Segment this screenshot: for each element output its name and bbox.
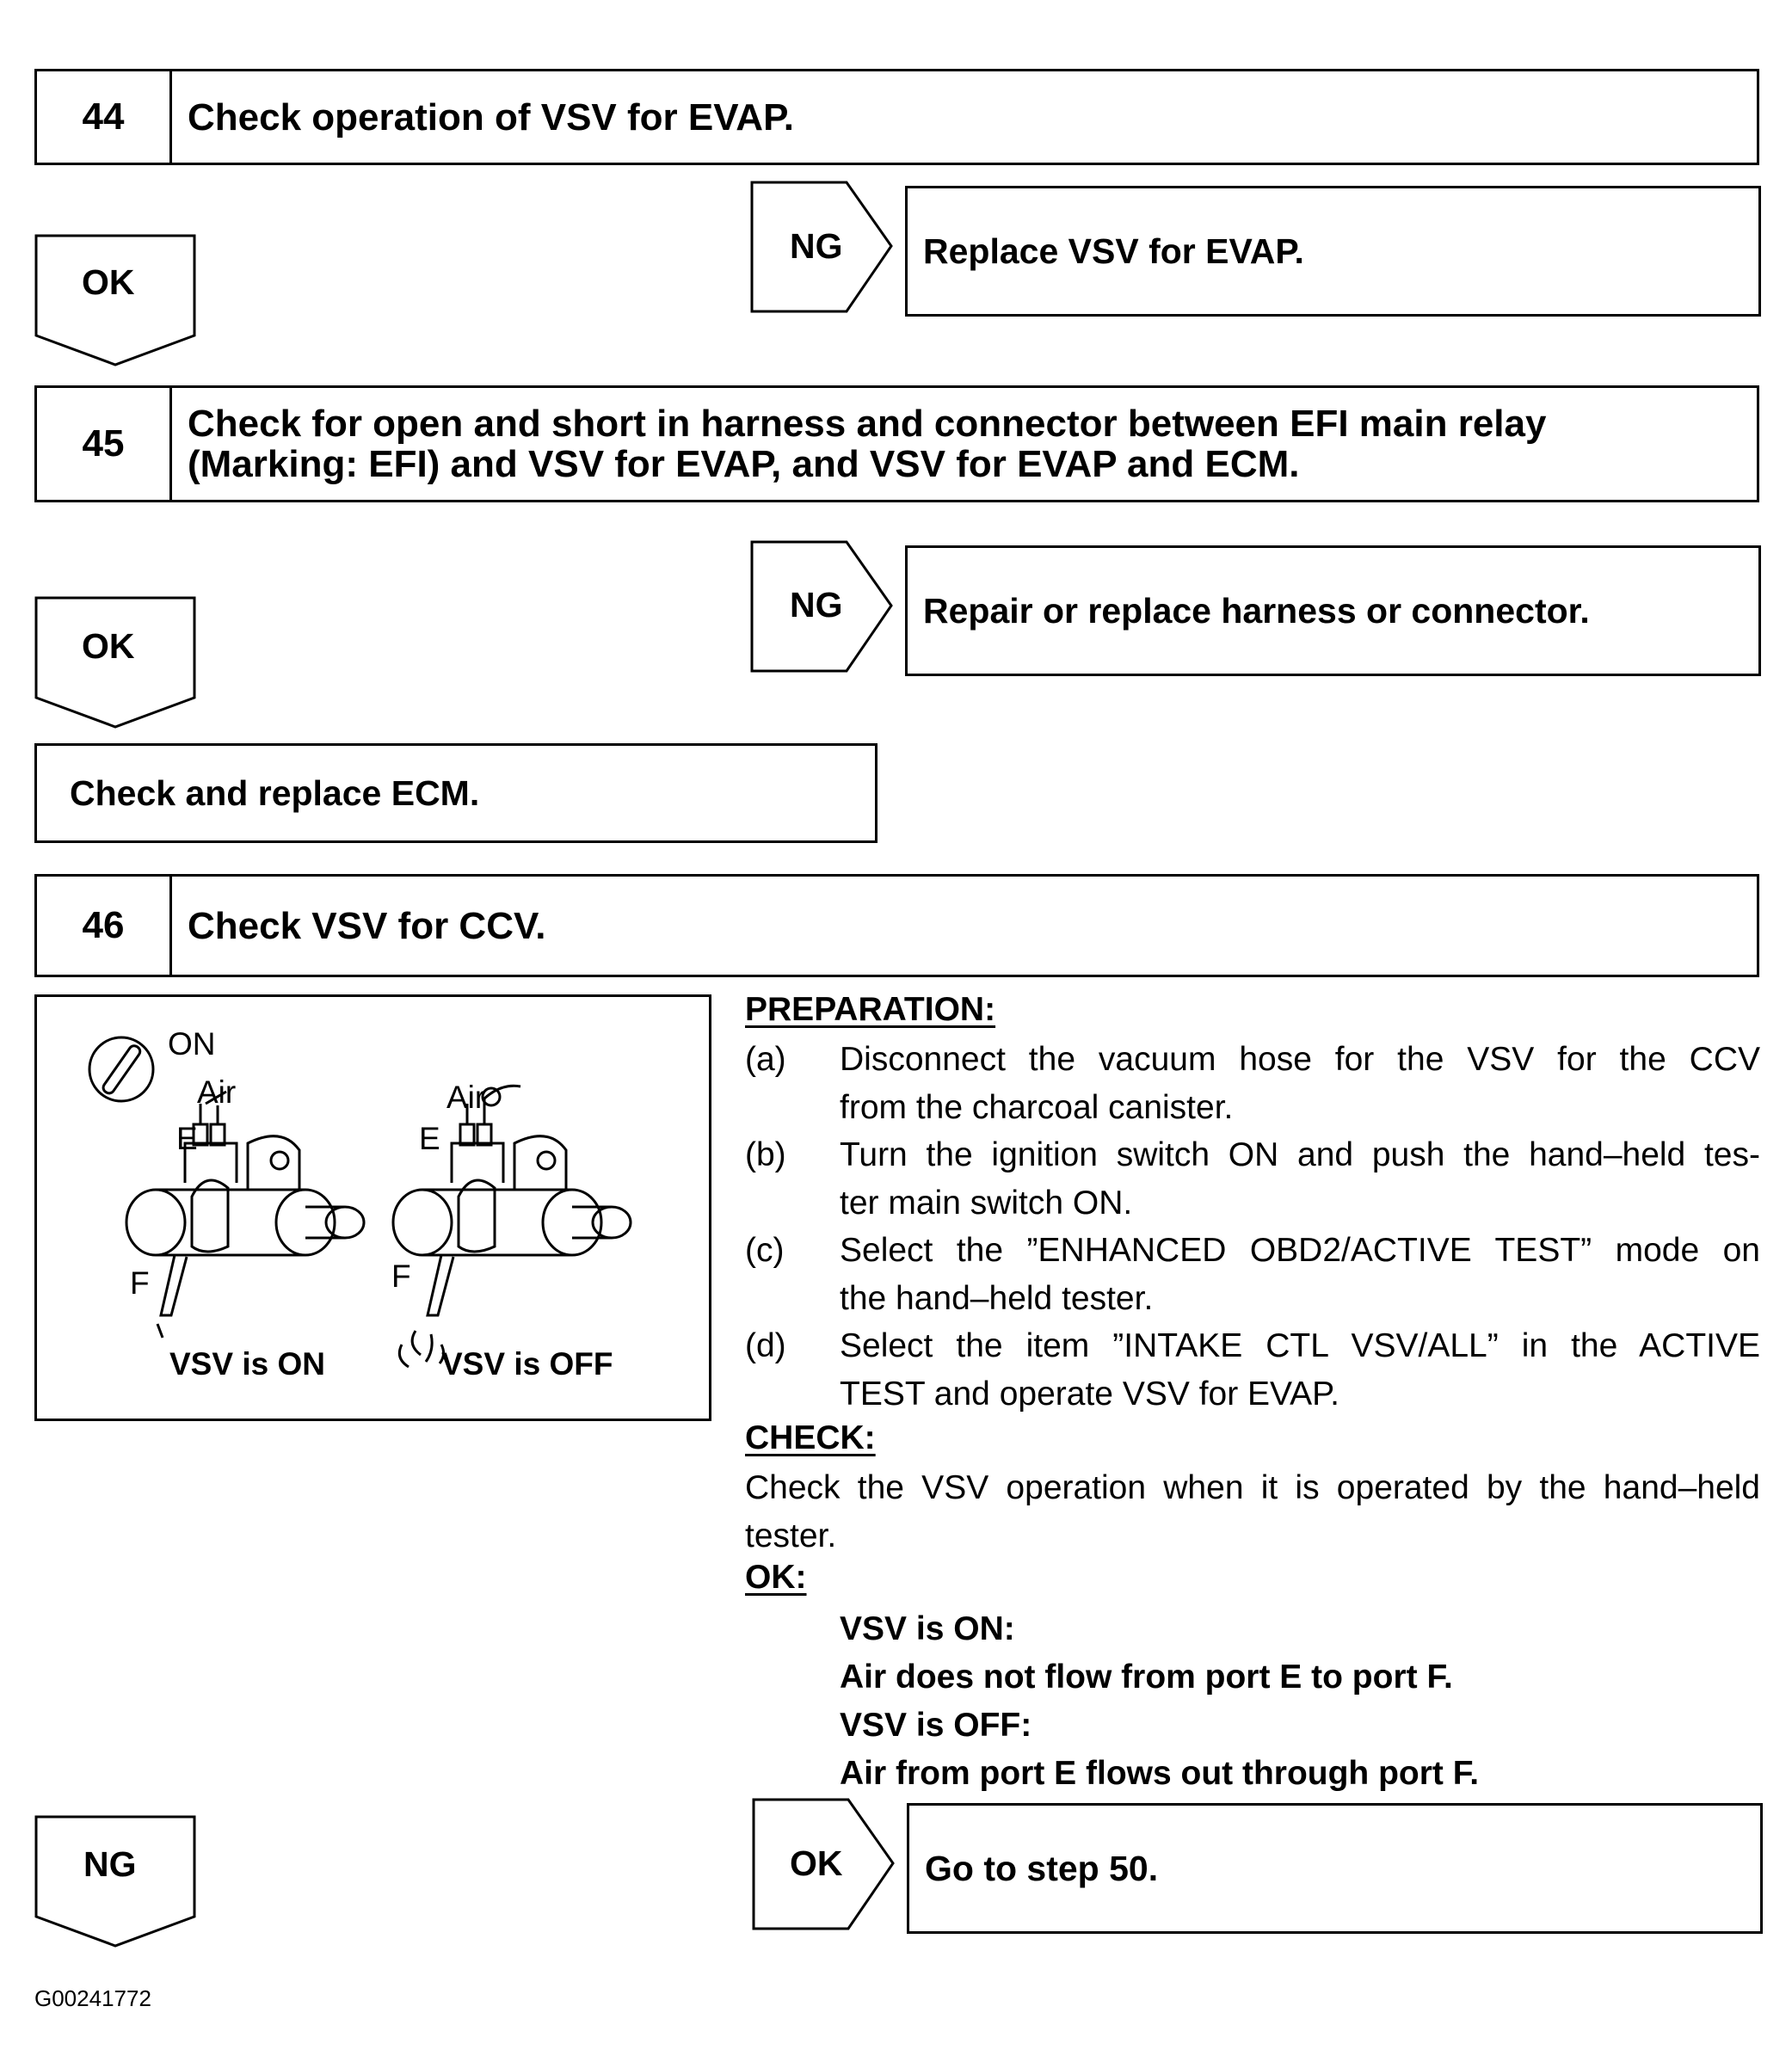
prep-item-c-label: (c) bbox=[745, 1232, 785, 1269]
prep-item-c bbox=[745, 1227, 1760, 1323]
prep-item-d-label: (d) bbox=[745, 1327, 786, 1364]
step-46-ok-result: Go to step 50. bbox=[907, 1803, 1763, 1934]
switch-on-label: ON bbox=[168, 1026, 216, 1062]
check-text bbox=[745, 1464, 1760, 1560]
step-46-number: 46 bbox=[34, 874, 172, 977]
step-45-title-line1: Check for open and short in harness and connector between EFI main relay bbox=[188, 403, 1547, 445]
prep-item-a bbox=[745, 1036, 1760, 1132]
ok-line-4: Air from port E flows out through port F. bbox=[840, 1755, 1480, 1792]
air-label-off: Air bbox=[446, 1080, 486, 1115]
ng-arrow-45-label: NG bbox=[790, 585, 843, 625]
step-46-title: Check VSV for CCV. bbox=[169, 874, 1759, 977]
step-45-ng-result: Repair or replace harness or connector. bbox=[905, 545, 1761, 676]
prep-item-b-label: (b) bbox=[745, 1136, 786, 1173]
step-45-number: 45 bbox=[34, 385, 172, 502]
prep-item-d-line2: TEST and operate VSV for EVAP. bbox=[840, 1376, 1340, 1413]
ng-arrow-44-label: NG bbox=[790, 226, 843, 266]
ok-heading: OK: bbox=[745, 1559, 807, 1596]
step-44-number: 44 bbox=[34, 69, 172, 165]
port-f-on: F bbox=[130, 1265, 150, 1301]
port-f-off: F bbox=[391, 1259, 411, 1294]
vsv-figure bbox=[34, 994, 711, 1421]
check-heading: CHECK: bbox=[745, 1419, 876, 1456]
prep-item-a-line2: from the charcoal canister. bbox=[840, 1089, 1234, 1126]
ng-arrow-46-label: NG bbox=[83, 1844, 137, 1884]
step-44-title: Check operation of VSV for EVAP. bbox=[169, 69, 1759, 165]
step-44-ng-result: Replace VSV for EVAP. bbox=[905, 186, 1761, 317]
prep-item-c-line1: Select the ”ENHANCED OBD2/ACTIVE TEST” mode on bbox=[840, 1232, 1760, 1269]
prep-item-b bbox=[745, 1131, 1760, 1228]
step-45-title-line2: (Marking: EFI) and VSV for EVAP, and VSV for EVAP and ECM. bbox=[188, 443, 1300, 485]
prep-item-c-line2: the hand–held tester. bbox=[840, 1280, 1154, 1317]
preparation-heading: PREPARATION: bbox=[745, 991, 996, 1028]
figure-id: G00241772 bbox=[34, 1985, 151, 2011]
prep-item-a-label: (a) bbox=[745, 1041, 786, 1078]
port-e-on: E bbox=[176, 1121, 198, 1156]
step-45-ok-result: Check and replace ECM. bbox=[34, 743, 878, 843]
check-line2: tester. bbox=[745, 1517, 837, 1554]
ok-arrow-44-label: OK bbox=[82, 262, 135, 302]
check-line1: Check the VSV operation when it is operated by the hand–held bbox=[745, 1469, 1760, 1506]
ignition-switch-icon bbox=[89, 1037, 153, 1101]
ok-line-1: VSV is ON: bbox=[840, 1610, 1015, 1647]
ok-criteria bbox=[840, 1605, 1479, 1798]
ok-line-3: VSV is OFF: bbox=[840, 1707, 1032, 1744]
prep-item-d bbox=[745, 1322, 1760, 1419]
ok-arrow-46-label: OK bbox=[790, 1843, 843, 1883]
prep-item-b-line1: Turn the ignition switch ON and push the hand–held tes- bbox=[840, 1136, 1760, 1173]
step-45-title bbox=[169, 385, 1759, 502]
ok-line-2: Air does not flow from port E to port F. bbox=[840, 1659, 1453, 1696]
caption-vsv-off: VSV is OFF bbox=[441, 1346, 613, 1382]
air-label-on: Air bbox=[197, 1074, 237, 1110]
caption-vsv-on: VSV is ON bbox=[169, 1346, 325, 1382]
vsv-on-drawing bbox=[126, 1092, 364, 1338]
ok-arrow-45-label: OK bbox=[82, 626, 135, 666]
port-e-off: E bbox=[419, 1121, 440, 1156]
prep-item-a-line1: Disconnect the vacuum hose for the VSV for the CCV bbox=[840, 1041, 1760, 1078]
prep-item-d-line1: Select the item ”INTAKE CTL VSV/ALL” in the ACTIVE bbox=[840, 1327, 1760, 1364]
prep-item-b-line2: ter main switch ON. bbox=[840, 1185, 1133, 1222]
ok-arrow-44 bbox=[34, 234, 198, 372]
